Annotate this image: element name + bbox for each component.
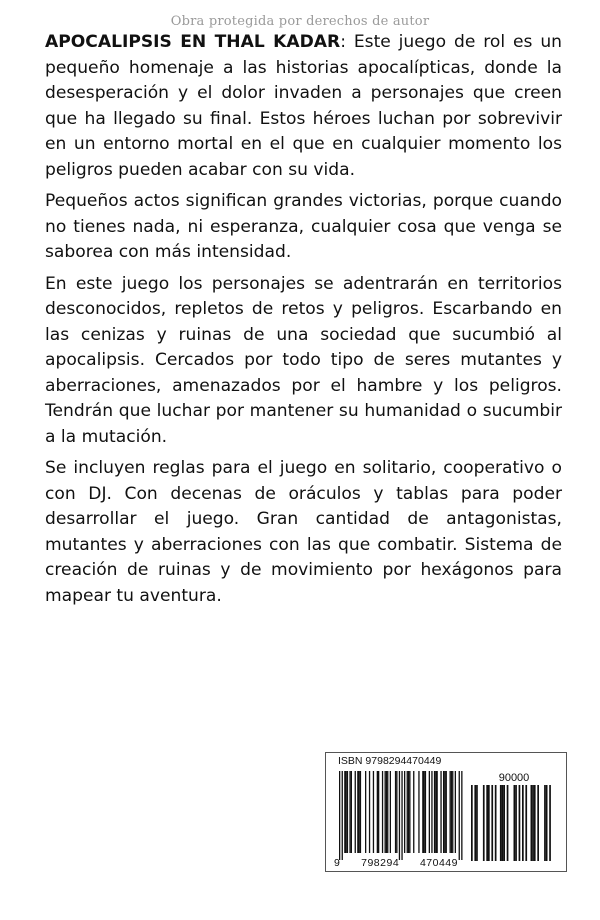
ean-bar bbox=[450, 771, 451, 853]
ean-bar bbox=[407, 771, 408, 853]
ean-bar bbox=[344, 771, 345, 853]
ean-bar bbox=[437, 771, 438, 853]
ean-bar bbox=[404, 771, 405, 853]
ean-bar bbox=[359, 771, 360, 853]
ean-bar bbox=[440, 771, 441, 853]
ean-bar bbox=[385, 771, 386, 853]
ean-bar bbox=[390, 771, 391, 853]
addon-bar bbox=[544, 785, 546, 861]
ean-bar bbox=[387, 771, 388, 853]
ean-bar bbox=[451, 771, 452, 853]
addon-bar bbox=[471, 785, 473, 861]
watermark-top: Obra protegida por derechos de autor bbox=[170, 14, 430, 29]
ean-digits-right: 470449 bbox=[419, 857, 458, 869]
addon-bar bbox=[514, 785, 516, 861]
addon-bar bbox=[519, 785, 521, 861]
addon-bar bbox=[495, 785, 497, 861]
ean-bar bbox=[360, 771, 361, 853]
ean-digit-lead: 9 bbox=[334, 857, 341, 869]
ean-bar bbox=[377, 771, 378, 853]
ean-guard-bar bbox=[339, 771, 340, 860]
addon-bar bbox=[522, 785, 524, 861]
ean-bar bbox=[378, 771, 379, 853]
ean-bar bbox=[455, 771, 456, 853]
barcode-bars bbox=[326, 753, 568, 873]
ean-guard-bar bbox=[399, 771, 400, 860]
ean-bar bbox=[413, 771, 414, 853]
ean-bar bbox=[452, 771, 453, 853]
ean-bar bbox=[435, 771, 436, 853]
addon-bar bbox=[491, 785, 493, 861]
ean-guard-bar bbox=[342, 771, 343, 860]
addon-bar bbox=[500, 785, 502, 861]
addon-bar bbox=[549, 785, 551, 861]
addon-bar bbox=[476, 785, 478, 861]
addon-bar bbox=[531, 785, 533, 861]
addon-bar bbox=[503, 785, 505, 861]
addon-bars bbox=[471, 785, 551, 861]
addon-bar bbox=[483, 785, 485, 861]
addon-bar bbox=[537, 785, 539, 861]
ean-bar bbox=[355, 771, 356, 853]
ean-bar bbox=[396, 771, 397, 853]
ean-bar bbox=[422, 771, 423, 853]
book-title: APOCALIPSIS EN THAL KADAR bbox=[45, 32, 341, 52]
ean-bar bbox=[408, 771, 409, 853]
ean-digits-left: 798294 bbox=[361, 857, 400, 869]
ean-bar bbox=[418, 771, 419, 853]
blurb-paragraph-1-text: : Este juego de rol es un pequeño homenaje a las historias apocalípticas, donde la desesperación y el dolor invaden a personajes que creen que ha llegado su final. Estos héroes luchan por sobrevivir en un entorno mortal en el que en cualquier momento los peligros pueden acabar con su vida. bbox=[45, 32, 562, 180]
ean-bar bbox=[369, 771, 370, 853]
blurb-paragraph-3: En este juego los personajes se adentrarán en territorios desconocidos, repletos de retos y peligros. Escarbando en las cenizas y ruinas de una sociedad que sucumbió al apocalipsis. Cercados por todo tipo de seres mutantes y aberraciones, amenazados por el hambre y los peligros. Tendrán que luchar por mantener su humanidad o sucumbir a la mutación. bbox=[45, 273, 562, 447]
ean-bar bbox=[409, 771, 410, 853]
ean-bar bbox=[382, 771, 383, 853]
isbn-label: ISBN 9798294470449 bbox=[338, 755, 442, 767]
ean-bar bbox=[365, 771, 366, 853]
addon-bar bbox=[507, 785, 509, 861]
ean-bar bbox=[434, 771, 435, 853]
isbn-barcode bbox=[325, 752, 567, 872]
ean-bar bbox=[386, 771, 387, 853]
ean-bar bbox=[395, 771, 396, 853]
blurb-paragraph-1 bbox=[45, 30, 562, 183]
addon-bar bbox=[532, 785, 534, 861]
ean-bar bbox=[443, 771, 444, 853]
addon-bar bbox=[486, 785, 488, 861]
ean-guard-bar bbox=[461, 771, 462, 860]
ean-bar bbox=[347, 771, 348, 853]
addon-bar bbox=[525, 785, 527, 861]
ean-guard-bar bbox=[459, 771, 460, 860]
price-code: 90000 bbox=[498, 772, 530, 784]
addon-bar bbox=[502, 785, 504, 861]
blurb-paragraph-4: Se incluyen reglas para el juego en solitario, cooperativo o con DJ. Con decenas de oráculos y tablas para poder desarrollar el juego. Gran cantidad de antagonistas, mutantes y aberraciones con las que combatir. Sistema de creación de ruinas y de movimiento por hexágonos para mapear tu aventura. bbox=[45, 458, 562, 606]
back-cover-blurb bbox=[45, 30, 562, 615]
ean-guard-bar bbox=[401, 771, 402, 860]
ean-bar bbox=[357, 771, 358, 853]
ean-bar bbox=[429, 771, 430, 853]
ean-digits bbox=[336, 857, 458, 869]
ean-bars bbox=[339, 771, 463, 860]
ean-bar bbox=[346, 771, 347, 853]
addon-bar bbox=[534, 785, 536, 861]
ean-bar bbox=[444, 771, 445, 853]
ean-bar bbox=[425, 771, 426, 853]
ean-bar bbox=[349, 771, 350, 853]
addon-bar bbox=[474, 785, 476, 861]
ean-bar bbox=[446, 771, 447, 853]
blurb-paragraph-2: Pequeños actos significan grandes victorias, porque cuando no tienes nada, ni esperanza, cualquier cosa que venga se saborea con más intensidad. bbox=[45, 191, 562, 262]
addon-bar bbox=[546, 785, 548, 861]
ean-bar bbox=[431, 771, 432, 853]
ean-bar bbox=[424, 771, 425, 853]
ean-bar bbox=[373, 771, 374, 853]
ean-bar bbox=[351, 771, 352, 853]
addon-bar bbox=[515, 785, 517, 861]
addon-bar bbox=[488, 785, 490, 861]
